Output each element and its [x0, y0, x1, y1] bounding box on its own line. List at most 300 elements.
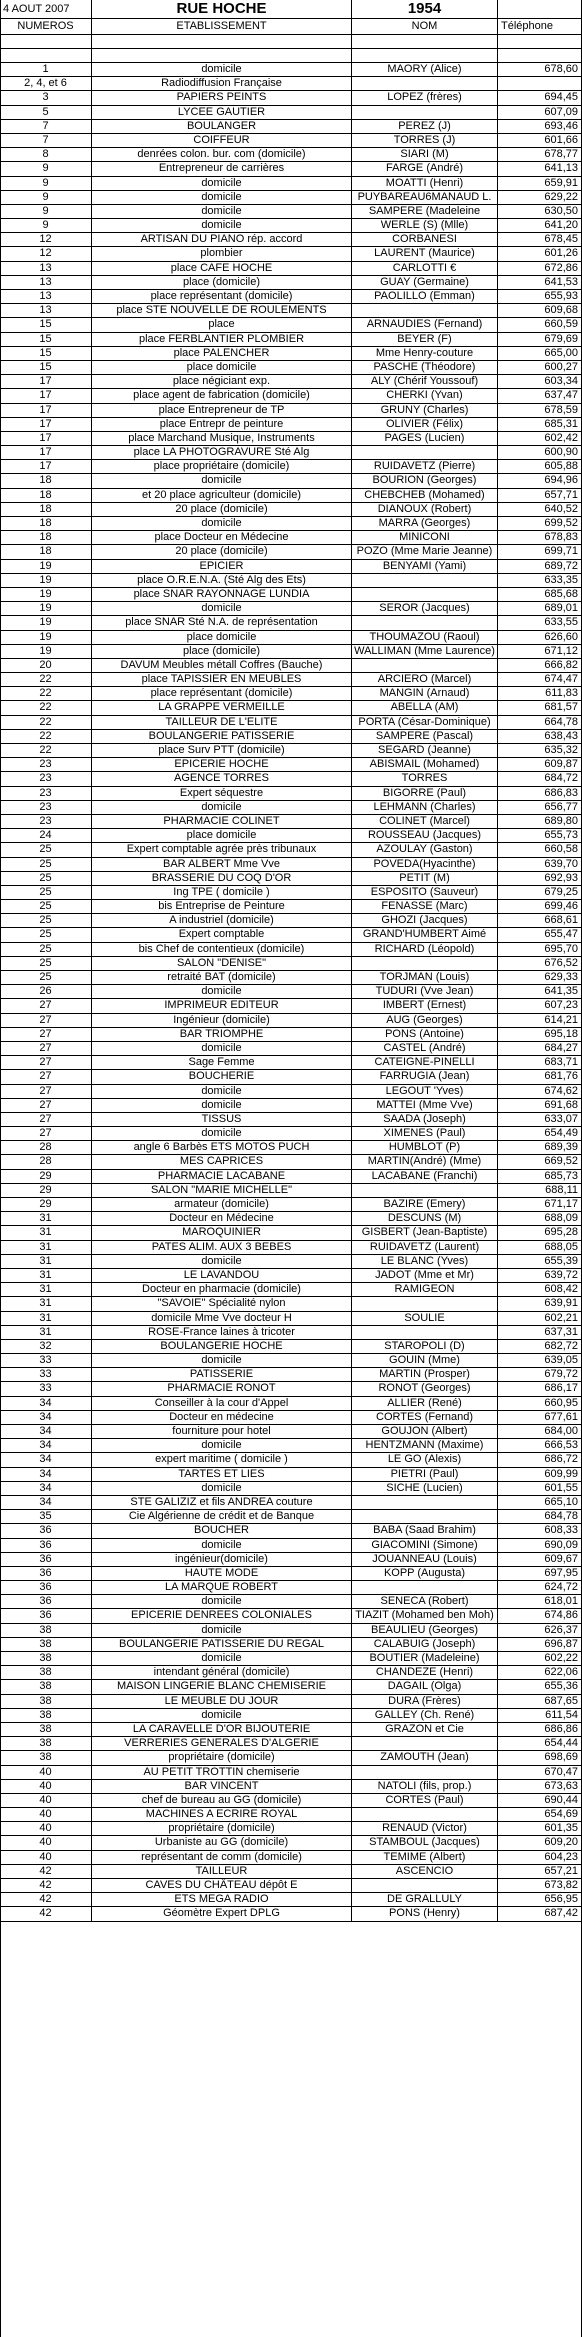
table-row — [0, 1127, 582, 1141]
date-cell: 4 AOUT 2007 — [0, 0, 92, 18]
table-row — [0, 1751, 582, 1765]
cell-numero: 22 — [0, 673, 92, 686]
cell-etablissement: domicile — [92, 177, 352, 190]
cell-numero: 17 — [0, 404, 92, 417]
cell-numero: 42 — [0, 1893, 92, 1906]
cell-numero: 40 — [0, 1822, 92, 1835]
cell-etablissement: Sage Femme — [92, 1056, 352, 1069]
cell-etablissement: domicile — [92, 1595, 352, 1608]
cell-telephone: 604,23 — [544, 1850, 578, 1863]
cell-telephone: 681,57 — [544, 701, 578, 714]
cell-nom: DE GRALLULY — [352, 1893, 498, 1906]
table-row — [0, 191, 582, 205]
table-row — [0, 772, 582, 786]
cell-etablissement: BAR ALBERT Mme Vve — [92, 858, 352, 871]
cell-etablissement: place PALENCHER — [92, 347, 352, 360]
table-row — [0, 900, 582, 914]
cell-numero: 38 — [0, 1666, 92, 1679]
cell-telephone: 679,72 — [544, 1368, 578, 1381]
cell-etablissement: LA CARAVELLE D'OR BIJOUTERIE — [92, 1723, 352, 1736]
table-row — [0, 801, 582, 815]
cell-numero: 35 — [0, 1510, 92, 1523]
cell-telephone: 602,22 — [544, 1652, 578, 1664]
cell-etablissement: domicile Mme Vve docteur H — [92, 1312, 352, 1325]
blank-row — [0, 49, 582, 63]
cell-numero: 38 — [0, 1652, 92, 1665]
cell-etablissement: domicile — [92, 63, 352, 76]
cell-telephone: 670,47 — [544, 1765, 578, 1778]
cell-telephone: 685,68 — [544, 587, 578, 600]
cell-telephone: 611,83 — [545, 687, 578, 700]
cell-nom: CHERKI (Yvan) — [352, 389, 498, 402]
cell-telephone: 654,69 — [544, 1808, 578, 1821]
table-row — [0, 631, 582, 645]
cell-etablissement: place TAPISSIER EN MEUBLES — [92, 673, 352, 686]
cell-telephone: 690,44 — [544, 1793, 578, 1806]
column-header-telephone: Téléphone — [501, 20, 553, 32]
table-row — [0, 77, 582, 91]
cell-telephone: 699,52 — [544, 517, 578, 529]
cell-nom: BOUTIER (Madeleine) — [352, 1652, 498, 1665]
cell-etablissement: EPICIER — [92, 560, 352, 573]
cell-etablissement: EPICERIE HOCHE — [92, 758, 352, 771]
table-row — [0, 574, 582, 588]
cell-nom: TIAZIT (Mohamed ben Moh) — [352, 1609, 498, 1622]
cell-nom: SICHE (Lucien) — [352, 1482, 498, 1495]
cell-nom: MARTIN(André) (Mme) — [352, 1155, 498, 1168]
cell-numero: 27 — [0, 1113, 92, 1126]
cell-nom: ESPOSITO (Sauveur) — [352, 886, 498, 899]
cell-numero: 12 — [0, 233, 92, 246]
cell-numero: 25 — [0, 957, 92, 970]
cell-numero: 36 — [0, 1609, 92, 1622]
cell-nom — [352, 1184, 498, 1197]
cell-nom: BOURION (Georges) — [352, 474, 498, 487]
table-row — [0, 1652, 582, 1666]
cell-nom — [352, 588, 498, 601]
cell-telephone: 683,71 — [544, 1056, 578, 1069]
table-row — [0, 1397, 582, 1411]
cell-nom: COLINET (Marcel) — [352, 815, 498, 828]
cell-numero: 31 — [0, 1241, 92, 1254]
cell-nom: RUIDAVETZ (Pierre) — [352, 460, 498, 473]
cell-etablissement: ARTISAN DU PIANO rép. accord — [92, 233, 352, 246]
table-row — [0, 1581, 582, 1595]
cell-nom: STAROPOLI (D) — [352, 1340, 498, 1353]
cell-etablissement: représentant de comm (domicile) — [92, 1851, 352, 1864]
cell-etablissement: COIFFEUR — [92, 134, 352, 147]
cell-etablissement: MAISON LINGERIE BLANC CHEMISERIE — [92, 1680, 352, 1693]
cell-telephone: 669,52 — [544, 1155, 578, 1168]
cell-telephone: 608,42 — [544, 1283, 578, 1296]
cell-telephone: 692,93 — [544, 871, 578, 884]
cell-nom: MAORY (Alice) — [352, 63, 498, 76]
table-row — [0, 1851, 582, 1865]
table-row — [0, 1241, 582, 1255]
cell-telephone: 684,27 — [544, 1041, 578, 1054]
cell-etablissement: domicile — [92, 1624, 352, 1637]
cell-etablissement: Cie Algérienne de crédit et de Banque — [92, 1510, 352, 1523]
cell-numero: 42 — [0, 1907, 92, 1920]
table-row — [0, 1340, 582, 1354]
table-row — [0, 886, 582, 900]
table-row — [0, 1212, 582, 1226]
cell-telephone: 639,05 — [544, 1354, 578, 1367]
cell-etablissement: DAVUM Meubles métall Coffres (Bauche) — [92, 659, 352, 672]
blank-cell — [0, 49, 92, 62]
cell-numero: 18 — [0, 474, 92, 487]
cell-telephone: 603,34 — [544, 375, 578, 388]
table-row — [0, 1865, 582, 1879]
cell-etablissement: domicile — [92, 1255, 352, 1268]
cell-nom: MARTIN (Prosper) — [352, 1368, 498, 1381]
cell-telephone: 608,33 — [544, 1524, 578, 1537]
cell-nom: GISBERT (Jean-Baptiste) — [352, 1226, 498, 1239]
cell-etablissement: BRASSERIE DU COQ D'OR — [92, 872, 352, 885]
table-row — [0, 1624, 582, 1638]
cell-telephone: 602,42 — [544, 431, 578, 444]
table-row — [0, 1907, 582, 1921]
cell-etablissement: angle 6 Barbès ETS MOTOS PUCH — [92, 1141, 352, 1154]
cell-numero: 31 — [0, 1326, 92, 1339]
table-row — [0, 1879, 582, 1893]
cell-etablissement: place (domicile) — [92, 276, 352, 289]
cell-numero: 22 — [0, 730, 92, 743]
blank-cell — [498, 49, 582, 62]
table-row — [0, 1226, 582, 1240]
table-row — [0, 1070, 582, 1084]
cell-telephone: 678,83 — [544, 531, 578, 544]
cell-numero: 40 — [0, 1780, 92, 1793]
cell-numero: 19 — [0, 588, 92, 601]
cell-telephone: 656,77 — [544, 800, 578, 813]
cell-telephone: 607,09 — [544, 105, 578, 118]
cell-telephone: 638,43 — [544, 729, 578, 742]
cell-telephone: 678,60 — [544, 63, 578, 75]
cell-etablissement: ROSE-France laines à tricoter — [92, 1326, 352, 1339]
cell-telephone: 609,68 — [544, 304, 578, 317]
cell-numero: 23 — [0, 801, 92, 814]
table-row — [0, 943, 582, 957]
cell-nom: PONS (Henry) — [352, 1907, 498, 1920]
table-row — [0, 687, 582, 701]
cell-etablissement: propriétaire (domicile) — [92, 1751, 352, 1764]
cell-numero: 31 — [0, 1312, 92, 1325]
table-row — [0, 418, 582, 432]
cell-nom: ASCENCIO — [352, 1865, 498, 1878]
cell-telephone: 660,58 — [544, 843, 578, 856]
table-row — [0, 701, 582, 715]
cell-telephone: 641,20 — [544, 219, 578, 232]
cell-nom: JADOT (Mme et Mr) — [352, 1269, 498, 1282]
table-row — [0, 971, 582, 985]
cell-numero: 34 — [0, 1411, 92, 1424]
cell-numero: 9 — [0, 219, 92, 232]
table-row — [0, 1170, 582, 1184]
cell-numero: 25 — [0, 928, 92, 941]
table-row — [0, 957, 582, 971]
cell-numero: 29 — [0, 1170, 92, 1183]
cell-telephone: 639,91 — [544, 1297, 578, 1310]
table-row — [0, 460, 582, 474]
cell-nom: LAURENT (Maurice) — [352, 247, 498, 260]
cell-etablissement: domicile — [92, 1439, 352, 1452]
table-row — [0, 616, 582, 630]
cell-telephone: 622,06 — [544, 1666, 578, 1679]
cell-etablissement: domicile — [92, 1042, 352, 1055]
cell-nom — [352, 1326, 498, 1339]
cell-nom: GRAZON et Cie — [352, 1723, 498, 1736]
cell-numero: 38 — [0, 1751, 92, 1764]
cell-numero: 17 — [0, 446, 92, 459]
cell-numero: 40 — [0, 1794, 92, 1807]
blank-cell — [0, 35, 92, 48]
cell-etablissement: A industriel (domicile) — [92, 914, 352, 927]
cell-nom: FARRUGIA (Jean) — [352, 1070, 498, 1083]
cell-nom — [352, 1297, 498, 1310]
cell-numero: 18 — [0, 503, 92, 516]
cell-nom: ALLIER (René) — [352, 1397, 498, 1410]
street-title: RUE HOCHE — [92, 0, 352, 18]
cell-nom: WERLE (S) (Mlle) — [352, 219, 498, 232]
cell-etablissement: STE GALIZIZ et fils ANDREA couture — [92, 1496, 352, 1509]
cell-etablissement: LYCEE GAUTIER — [92, 106, 352, 119]
cell-numero: 15 — [0, 318, 92, 331]
cell-etablissement: Radiodiffusion Française — [92, 77, 352, 90]
table-row — [0, 588, 582, 602]
cell-etablissement: Entrepreneur de carrières — [92, 162, 352, 175]
cell-nom: ZAMOUTH (Jean) — [352, 1751, 498, 1764]
cell-numero: 28 — [0, 1141, 92, 1154]
cell-telephone: 654,49 — [544, 1127, 578, 1140]
cell-telephone: 684,72 — [544, 772, 578, 785]
cell-nom: POZO (Mme Marie Jeanne) — [352, 545, 498, 558]
cell-etablissement: Géomètre Expert DPLG — [92, 1907, 352, 1920]
table-row — [0, 91, 582, 105]
cell-etablissement: domicile — [92, 1085, 352, 1098]
cell-numero: 5 — [0, 106, 92, 119]
cell-telephone: 626,60 — [544, 630, 578, 643]
cell-telephone: 633,35 — [544, 573, 578, 586]
table-row — [0, 1638, 582, 1652]
cell-telephone: 637,47 — [544, 389, 578, 402]
cell-numero: 27 — [0, 1028, 92, 1041]
cell-numero: 40 — [0, 1836, 92, 1849]
cell-etablissement: LA GRAPPE VERMEILLE — [92, 701, 352, 714]
cell-nom: MATTEI (Mme Vve) — [352, 1099, 498, 1112]
cell-nom: ARNAUDIES (Fernand) — [352, 318, 498, 331]
cell-telephone: 660,59 — [544, 318, 578, 331]
cell-nom: LE GO (Alexis) — [352, 1453, 498, 1466]
title-row — [0, 0, 582, 19]
cell-etablissement: SALON "DENISE" — [92, 957, 352, 970]
table-row — [0, 1794, 582, 1808]
cell-telephone: 659,91 — [544, 176, 578, 189]
table-row — [0, 474, 582, 488]
cell-numero: 24 — [0, 829, 92, 842]
cell-nom: POVEDA(Hyacinthe) — [352, 858, 498, 871]
cell-numero: 33 — [0, 1368, 92, 1381]
cell-numero: 38 — [0, 1624, 92, 1637]
table-row — [0, 1269, 582, 1283]
cell-etablissement: place domicile — [92, 361, 352, 374]
table-row — [0, 404, 582, 418]
cell-numero: 17 — [0, 389, 92, 402]
cell-etablissement: place agent de fabrication (domicile) — [92, 389, 352, 402]
table-row — [0, 1312, 582, 1326]
cell-numero: 23 — [0, 787, 92, 800]
cell-numero: 13 — [0, 290, 92, 303]
cell-etablissement: place Marchand Musique, Instruments — [92, 432, 352, 445]
cell-nom: GHOZI (Jacques) — [352, 914, 498, 927]
cell-telephone: 689,01 — [544, 602, 578, 615]
table-row — [0, 1425, 582, 1439]
cell-numero: 8 — [0, 148, 92, 161]
cell-nom: AUG (Georges) — [352, 1014, 498, 1027]
cell-numero: 33 — [0, 1382, 92, 1395]
cell-nom: SENECA (Robert) — [352, 1595, 498, 1608]
cell-telephone: 655,47 — [544, 928, 578, 941]
cell-etablissement: MES CAPRICES — [92, 1155, 352, 1168]
cell-etablissement: domicile — [92, 1127, 352, 1140]
cell-numero: 27 — [0, 1070, 92, 1083]
cell-nom — [352, 659, 498, 672]
cell-nom: CALABUIG (Joseph) — [352, 1638, 498, 1651]
cell-nom: AZOULAY (Gaston) — [352, 843, 498, 856]
cell-numero: 22 — [0, 701, 92, 714]
cell-etablissement: domicile — [92, 1099, 352, 1112]
table-row — [0, 120, 582, 134]
cell-nom — [352, 1510, 498, 1523]
cell-etablissement: place Docteur en Médecine — [92, 531, 352, 544]
cell-etablissement: place représentant (domicile) — [92, 687, 352, 700]
cell-numero: 34 — [0, 1425, 92, 1438]
cell-etablissement: BOULANGERIE PATISSERIE DU REGAL — [92, 1638, 352, 1651]
cell-numero: 29 — [0, 1198, 92, 1211]
cell-etablissement: bis Chef de contentieux (domicile) — [92, 943, 352, 956]
cell-telephone: 665,10 — [544, 1495, 578, 1508]
cell-etablissement: PHARMACIE RONOT — [92, 1382, 352, 1395]
cell-etablissement: place négiciant exp. — [92, 375, 352, 388]
cell-numero: 25 — [0, 858, 92, 871]
cell-etablissement: Docteur en Médecine — [92, 1212, 352, 1225]
cell-telephone: 686,72 — [544, 1453, 578, 1466]
cell-numero: 19 — [0, 574, 92, 587]
cell-telephone: 671,17 — [544, 1198, 578, 1210]
cell-numero: 27 — [0, 1085, 92, 1098]
cell-nom: ROUSSEAU (Jacques) — [352, 829, 498, 842]
cell-etablissement: domicile — [92, 602, 352, 615]
cell-etablissement: place Entrepreneur de TP — [92, 404, 352, 417]
cell-etablissement: domicile — [92, 1482, 352, 1495]
cell-telephone: 609,87 — [544, 758, 578, 771]
cell-nom: DIANOUX (Robert) — [352, 503, 498, 516]
cell-numero: 40 — [0, 1766, 92, 1779]
cell-numero: 19 — [0, 560, 92, 573]
table-row — [0, 1709, 582, 1723]
cell-numero: 12 — [0, 247, 92, 260]
cell-etablissement: place représentant (domicile) — [92, 290, 352, 303]
cell-nom: FENASSE (Marc) — [352, 900, 498, 913]
table-row — [0, 985, 582, 999]
cell-nom: RICHARD (Léopold) — [352, 943, 498, 956]
cell-numero: 38 — [0, 1680, 92, 1693]
cell-telephone: 678,45 — [544, 233, 578, 246]
cell-telephone: 614,21 — [544, 1013, 578, 1026]
cell-nom: TUDURI (Vve Jean) — [352, 985, 498, 998]
cell-etablissement: TAILLEUR — [92, 1865, 352, 1878]
cell-telephone: 630,50 — [544, 204, 578, 217]
cell-etablissement: TAILLEUR DE L'ELITE — [92, 716, 352, 729]
cell-etablissement: PATES ALIM. AUX 3 BEBES — [92, 1241, 352, 1254]
column-header-row — [0, 19, 582, 35]
table-row — [0, 1085, 582, 1099]
cell-etablissement: domicile — [92, 1354, 352, 1367]
cell-telephone — [498, 77, 582, 90]
cell-numero: 25 — [0, 886, 92, 899]
table-row — [0, 560, 582, 574]
cell-nom: SAMPERE (Madeleine — [352, 205, 498, 218]
table-row — [0, 347, 582, 361]
cell-numero: 38 — [0, 1737, 92, 1750]
cell-numero: 38 — [0, 1638, 92, 1651]
cell-numero: 27 — [0, 1099, 92, 1112]
cell-etablissement: chef de bureau au GG (domicile) — [92, 1794, 352, 1807]
cell-numero: 36 — [0, 1553, 92, 1566]
cell-nom: LOPEZ (frères) — [352, 91, 498, 104]
cell-nom: RAMIGEON — [352, 1283, 498, 1296]
cell-nom: MARRA (Georges) — [352, 517, 498, 530]
cell-telephone: 609,99 — [544, 1467, 578, 1480]
cell-numero: 34 — [0, 1482, 92, 1495]
cell-numero: 22 — [0, 744, 92, 757]
table-row — [0, 432, 582, 446]
cell-telephone: 668,61 — [544, 914, 578, 927]
cell-nom: RONOT (Georges) — [352, 1382, 498, 1395]
cell-nom: LE BLANC (Yves) — [352, 1255, 498, 1268]
cell-nom: PAGES (Lucien) — [352, 432, 498, 445]
cell-numero: 20 — [0, 659, 92, 672]
cell-telephone: 673,82 — [544, 1879, 578, 1891]
cell-numero: 38 — [0, 1709, 92, 1722]
cell-nom: GUAY (Germaine) — [352, 276, 498, 289]
cell-nom: IMBERT (Ernest) — [352, 999, 498, 1012]
table-row — [0, 333, 582, 347]
cell-numero: 18 — [0, 545, 92, 558]
cell-telephone: 689,72 — [544, 559, 578, 572]
cell-telephone: 601,35 — [544, 1822, 578, 1835]
cell-nom: BEAULIEU (Georges) — [352, 1624, 498, 1637]
cell-telephone: 629,22 — [544, 190, 578, 203]
table-row — [0, 1766, 582, 1780]
cell-nom: BENYAMI (Yami) — [352, 560, 498, 573]
table-row — [0, 106, 582, 120]
cell-telephone: 660,95 — [544, 1396, 578, 1409]
cell-etablissement: Docteur en médecine — [92, 1411, 352, 1424]
cell-telephone: 688,11 — [545, 1183, 578, 1196]
table-row — [0, 1368, 582, 1382]
cell-numero: 17 — [0, 432, 92, 445]
cell-etablissement: place — [92, 318, 352, 331]
cell-telephone: 635,32 — [544, 744, 578, 756]
cell-numero: 25 — [0, 914, 92, 927]
cell-etablissement: place O.R.E.N.A. (Sté Alg des Ets) — [92, 574, 352, 587]
cell-nom: PORTA (César-Dominique) — [352, 716, 498, 729]
cell-etablissement: MAROQUINIER — [92, 1226, 352, 1239]
cell-etablissement: PHARMACIE LACABANE — [92, 1170, 352, 1183]
cell-telephone: 639,70 — [544, 857, 578, 870]
table-row — [0, 1496, 582, 1510]
